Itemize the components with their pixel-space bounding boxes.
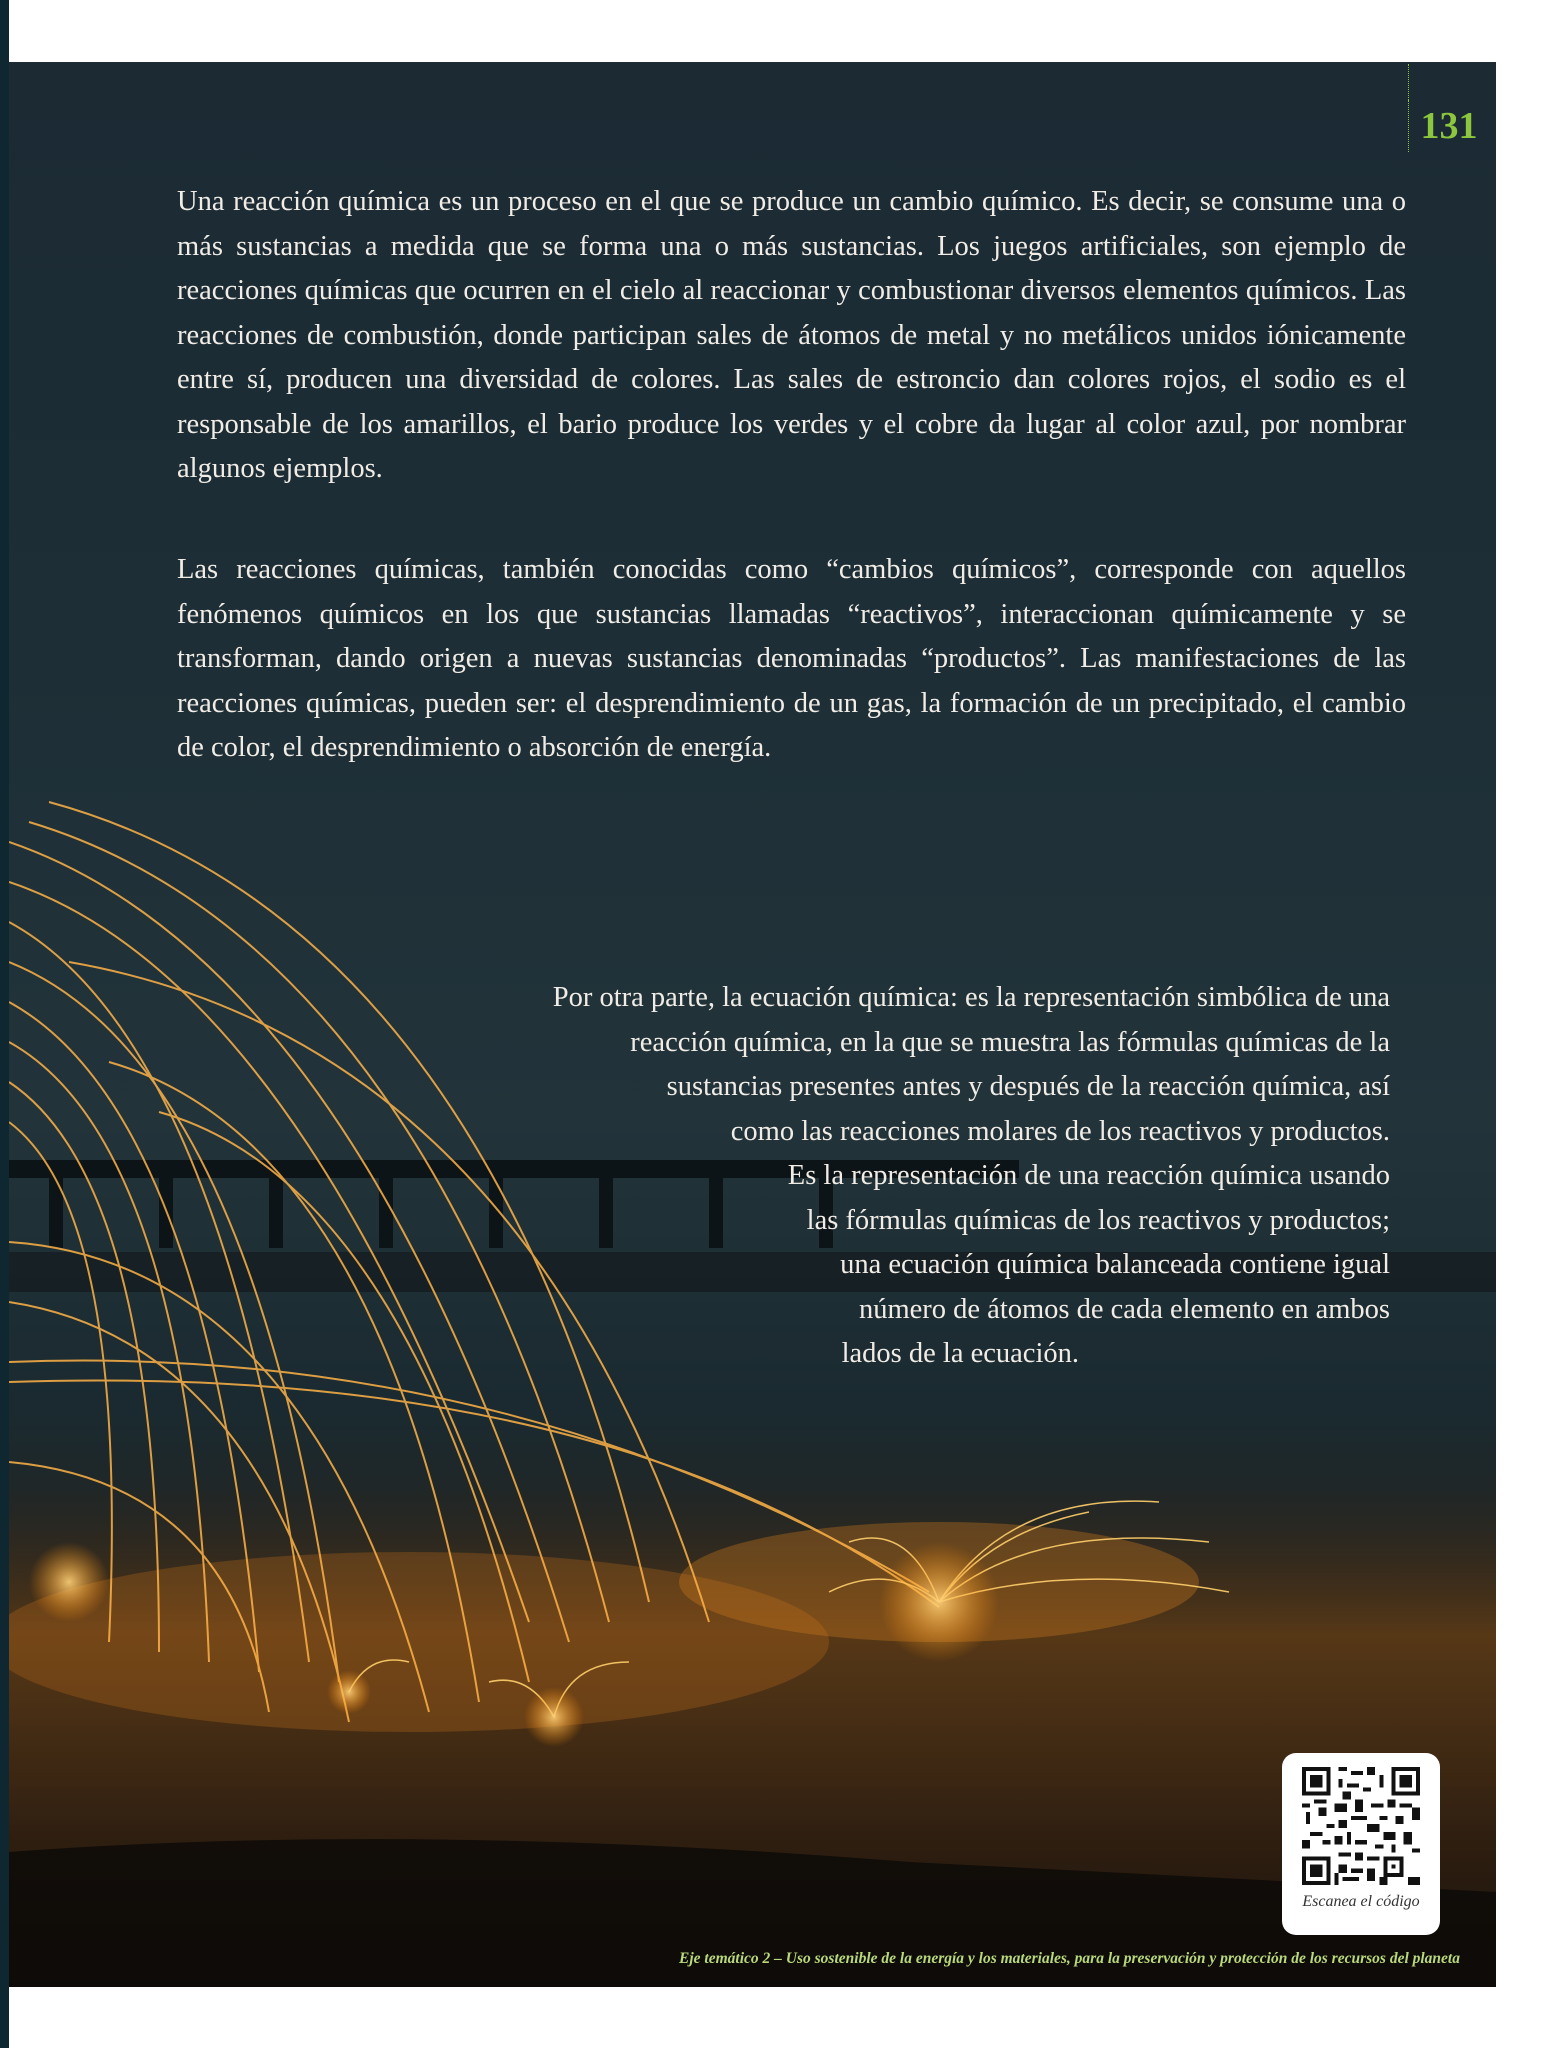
- reactions-paragraph: Las reacciones químicas, también conocidas como “cambios químicos”, corresponde con aquellos fenómenos químicos en los que sustancias llamadas “reactivos”, interaccionan químicamente y se transforman, dando origen a nuevas sustancias denominadas “productos”. Las manifestaciones de las reacciones químicas, pueden ser: el desprendimiento de un gas, la formación de un precipitado, el cambio de color, el desprendimiento o absorción de energía.: [177, 554, 1406, 763]
- equation-line: Es la representación de una reacción química usando: [787, 1160, 1390, 1191]
- equation-line: como las reacciones molares de los reactivos y productos.: [730, 1116, 1390, 1147]
- equation-line: las fórmulas químicas de los reactivos y productos;: [806, 1205, 1390, 1236]
- page-number: 131: [1408, 100, 1489, 152]
- footer-theme-line: Eje temático 2 – Uso sostenible de la energía y los materiales, para la preservación y protección de los recursos del planeta: [679, 1950, 1460, 1967]
- intro-paragraph: Una reacción química es un proceso en el que se produce un cambio químico. Es decir, se consume una o más sustancias a medida que se forma una o más sustancias. Los juegos artificiales, son ejemplo de reacciones químicas que ocurren en el cielo al reaccionar y combustionar diversos elementos químicos. Las reacciones de combustión, donde participan sales de átomos de metal y no metálicos unidos iónicamente entre sí, producen una diversidad de colores. Las sales de estroncio dan colores rojos, el sodio es el responsable de los amarillos, el bario produce los verdes y el cobre da lugar al color azul, por nombrar algunos ejemplos.: [177, 186, 1406, 484]
- qr-code-icon[interactable]: [1302, 1767, 1420, 1885]
- equation-line: Por otra parte, la ecuación química: es la representación simbólica de una: [552, 982, 1390, 1013]
- equation-line: sustancias presentes antes y después de la reacción química, así: [666, 1071, 1390, 1102]
- left-edge-rule: [0, 0, 9, 2048]
- equation-line: reacción química, en la que se muestra las fórmulas químicas de la: [630, 1027, 1390, 1058]
- page-number-rule: [1408, 64, 1409, 100]
- qr-panel[interactable]: [1282, 1753, 1440, 1935]
- qr-caption: Escanea el código: [1302, 1893, 1420, 1910]
- equation-line: lados de la ecuación.: [841, 1338, 1079, 1369]
- equation-line: una ecuación química balanceada contiene igual: [840, 1249, 1390, 1280]
- equation-line: número de átomos de cada elemento en ambos: [858, 1294, 1390, 1325]
